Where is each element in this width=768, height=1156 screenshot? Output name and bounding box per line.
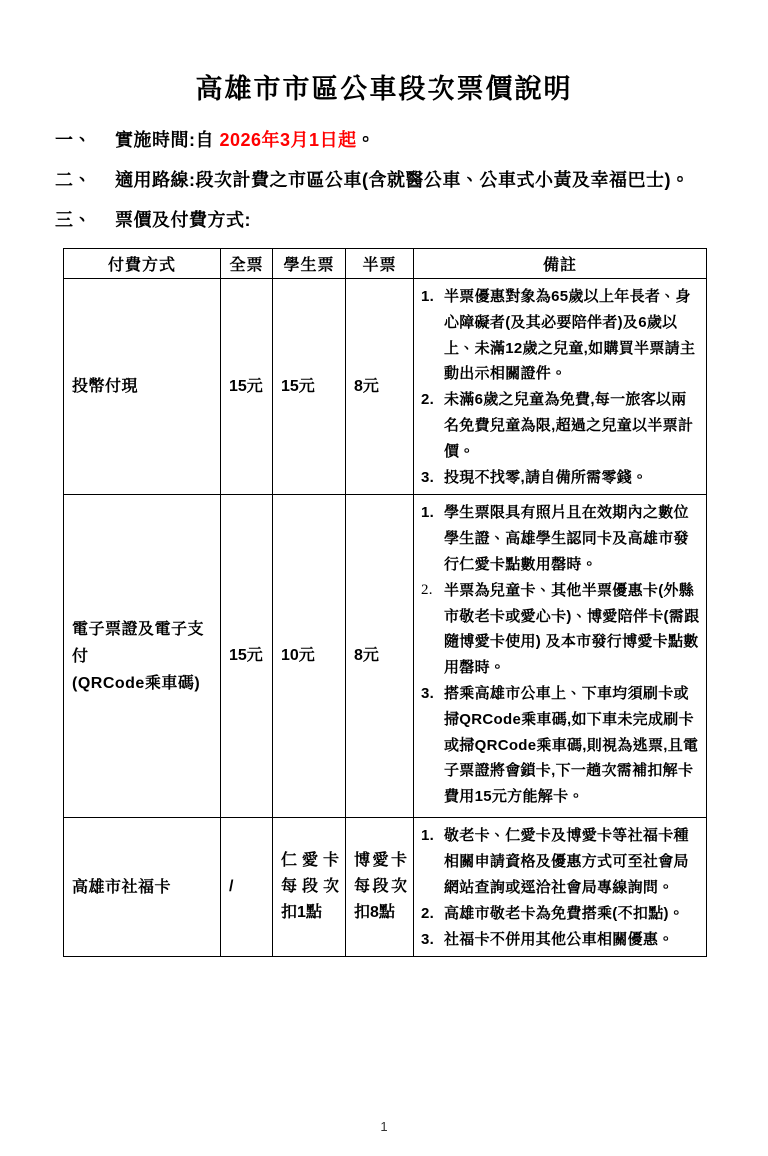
method-label-line2: (QRCode乘車碼)	[72, 674, 201, 692]
note-text: 未滿6歲之兒童為免費,每一旅客以兩名免費兒童為限,超過之兒童以半票計價。	[444, 391, 694, 460]
half-fare-cell: 8元	[346, 495, 414, 818]
note-number: 3.	[421, 468, 435, 486]
document-page	[0, 70, 768, 1156]
intro-item-applicable-routes	[0, 168, 768, 192]
note-text: 搭乘高雄市公車上、下車均須刷卡或掃QRCode乘車碼,如下車未完成刷卡或掃QRCode乘車碼,則視為逃票,且電子票證將會鎖卡,下一趟次需補扣解卡費用15元方能解卡。	[444, 684, 699, 806]
half-fare-line: 每段次	[354, 878, 407, 896]
note-text: 投現不找零,請自備所需零錢。	[444, 468, 648, 486]
half-fare-cell	[346, 818, 414, 957]
table-row-e-ticket	[64, 495, 707, 818]
note-item	[421, 500, 700, 577]
note-text: 敬老卡、仁愛卡及博愛卡等社福卡種相關申請資格及優惠方式可至社會局網站查詢或逕洽社會局專線詢問。	[444, 827, 689, 896]
student-fare-line: 每段次	[281, 878, 339, 896]
notes-cell	[414, 279, 707, 495]
column-header-full-fare: 全票	[221, 249, 273, 279]
note-item	[421, 578, 700, 681]
half-fare-line: 扣8點	[354, 904, 395, 922]
full-fare-cell: 15元	[221, 495, 273, 818]
fare-table	[63, 248, 707, 957]
student-fare-cell: 15元	[273, 279, 346, 495]
note-item	[421, 927, 700, 953]
note-number: 3.	[421, 684, 435, 702]
note-text: 高雄市敬老卡為免費搭乘(不扣點)。	[444, 904, 685, 922]
note-item	[421, 387, 700, 464]
note-number: 1.	[421, 288, 435, 305]
intro-text	[115, 128, 738, 152]
method-label: 電子票證及電子支付	[72, 620, 205, 665]
intro-item-fare-payment	[0, 208, 768, 232]
intro-text: 適用路線:段次計費之市區公車(含就醫公車、公車式小黃及幸福巴士)。	[115, 170, 690, 190]
note-item	[421, 901, 700, 927]
half-fare-line: 博愛卡	[354, 852, 407, 870]
notes-cell	[414, 495, 707, 818]
note-number: 2.	[421, 904, 435, 922]
student-fare-cell	[273, 818, 346, 957]
note-text: 社福卡不併用其他公車相關優惠。	[444, 930, 674, 948]
method-cell	[64, 495, 221, 818]
method-label: 投幣付現	[72, 378, 139, 396]
column-header-remarks: 備註	[414, 249, 707, 279]
intro-text: 票價及付費方式:	[115, 210, 251, 230]
column-header-student-fare: 學生票	[273, 249, 346, 279]
page-number: 1	[380, 1119, 388, 1134]
method-label: 高雄市社福卡	[72, 878, 172, 896]
table-row-coin-cash	[64, 279, 707, 495]
table-header-row	[64, 249, 707, 279]
list-number: 二、	[55, 170, 92, 190]
note-number: 3.	[421, 930, 435, 948]
note-item	[421, 681, 700, 810]
intro-item-implementation-date	[0, 128, 768, 152]
note-item	[421, 284, 700, 387]
student-fare-cell: 10元	[273, 495, 346, 818]
note-number: 1.	[421, 827, 435, 845]
column-header-half-fare: 半票	[346, 249, 414, 279]
full-fare-cell: /	[221, 818, 273, 957]
highlighted-date: 2026年3月1日起	[219, 130, 357, 150]
note-number: 2.	[421, 581, 433, 598]
intro-list	[0, 128, 768, 232]
note-item	[421, 823, 700, 900]
intro-text-post: 。	[356, 130, 376, 150]
full-fare-cell: 15元	[221, 279, 273, 495]
student-fare-line: 仁愛卡	[281, 852, 339, 870]
page-title: 高雄市市區公車段次票價說明	[195, 74, 573, 104]
notes-cell	[414, 818, 707, 957]
method-cell	[64, 279, 221, 495]
half-fare-cell: 8元	[346, 279, 414, 495]
note-text: 半票優惠對象為65歲以上年長者、身心障礙者(及其必要陪伴者)及6歲以上、未滿12歲之兒童,如購買半票請主動出示相關證件。	[444, 288, 696, 383]
note-text: 學生票限具有照片且在效期內之數位學生證、高雄學生認同卡及高雄市發行仁愛卡點數用罄時。	[444, 504, 689, 573]
intro-text-pre: 實施時間:自	[115, 130, 220, 150]
list-number: 一、	[55, 130, 92, 150]
note-number: 2.	[421, 391, 435, 409]
note-number: 1.	[421, 504, 435, 522]
note-item	[421, 465, 700, 491]
column-header-payment-method: 付費方式	[64, 249, 221, 279]
method-cell	[64, 818, 221, 957]
list-number: 三、	[55, 210, 92, 230]
table-row-social-welfare-card	[64, 818, 707, 957]
note-text: 半票為兒童卡、其他半票優惠卡(外縣市敬老卡或愛心卡)、博愛陪伴卡(需跟隨博愛卡使用) 及本市發行博愛卡點數用罄時。	[444, 581, 700, 677]
student-fare-line: 扣1點	[281, 904, 322, 922]
